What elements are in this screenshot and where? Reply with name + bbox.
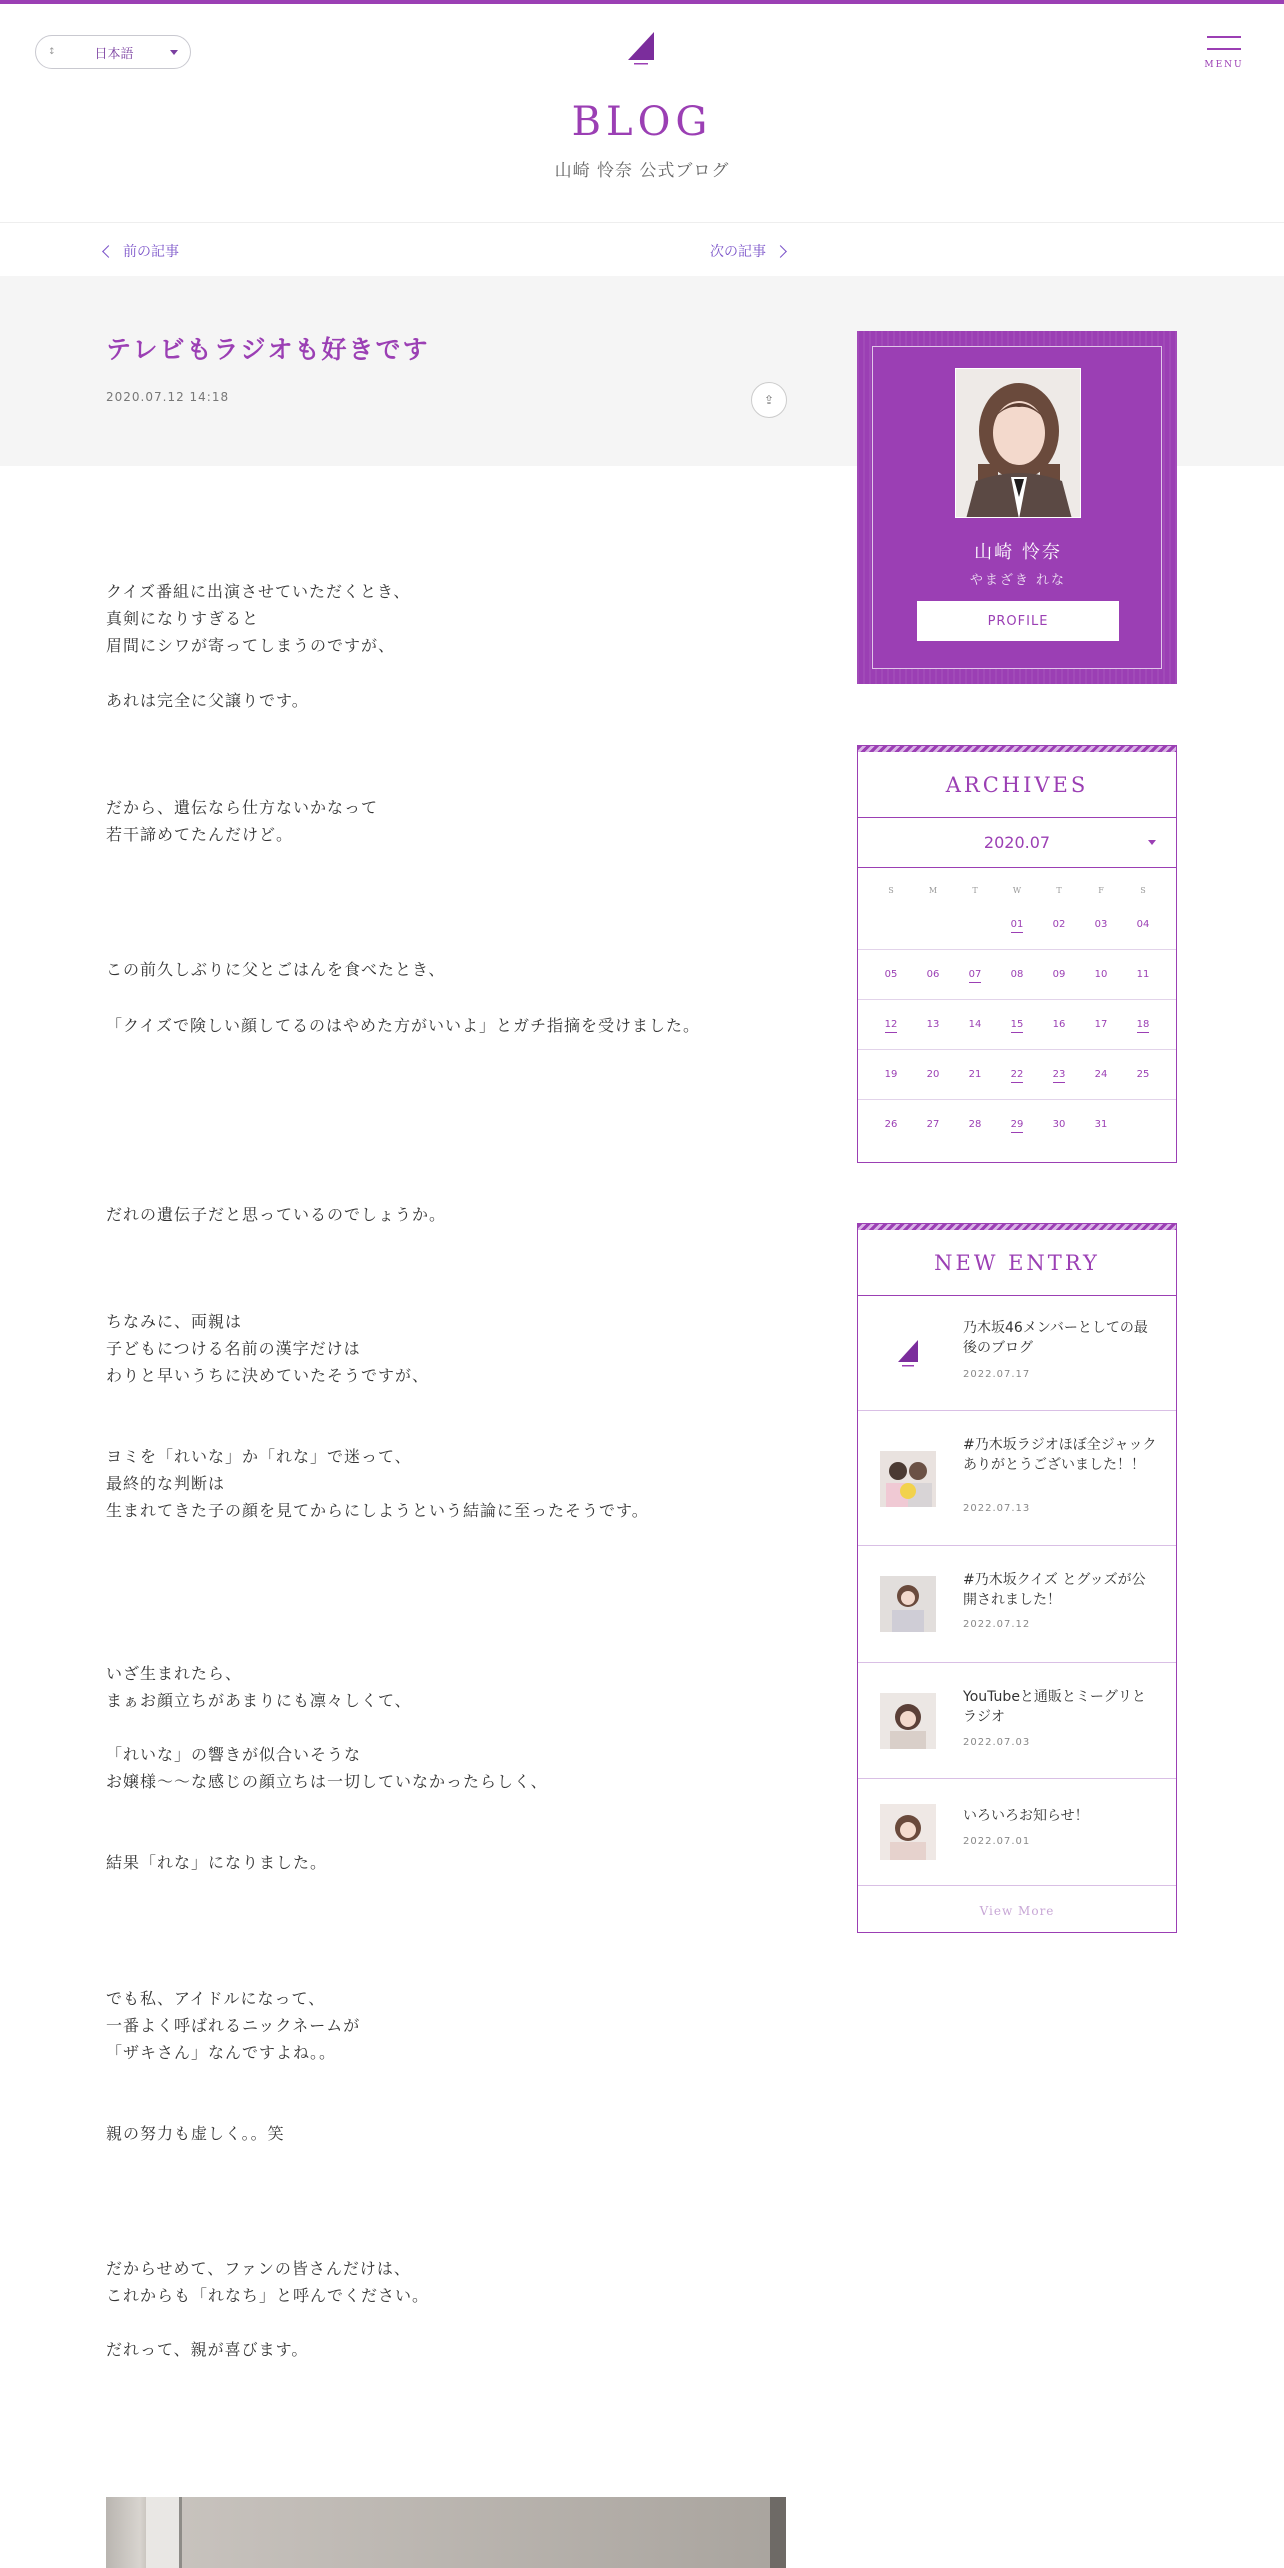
calendar-week-row xyxy=(858,1099,1176,1149)
calendar-day-link[interactable] xyxy=(1038,1069,1080,1080)
profile-kana: やまざき れな xyxy=(969,573,1067,588)
calendar-day-number: 30 xyxy=(1052,1119,1066,1130)
calendar-day-number: 17 xyxy=(1094,1019,1108,1030)
photo-thumbnail xyxy=(880,1693,936,1749)
calendar-day xyxy=(996,969,1038,980)
view-more-link[interactable]: View More xyxy=(979,1904,1055,1918)
article-photo xyxy=(106,2497,786,2568)
calendar-week-row xyxy=(858,899,1176,949)
page-subtitle: 山崎 怜奈 公式ブログ xyxy=(554,161,730,181)
calendar-day-number: 29 xyxy=(1011,1119,1024,1133)
calendar-day-number: 19 xyxy=(884,1069,898,1080)
calendar-day-number: 14 xyxy=(968,1019,982,1030)
entry-title: #乃木坂クイズ とグッズが公開されました！ xyxy=(963,1572,1146,1608)
month-select[interactable] xyxy=(858,818,1176,868)
calendar-day xyxy=(1038,919,1080,930)
chevron-right-icon xyxy=(774,245,787,258)
calendar-day xyxy=(1080,1069,1122,1080)
entry-date: 2022.07.17 xyxy=(963,1369,1031,1380)
calendar-week-row xyxy=(858,949,1176,999)
menu-line-icon xyxy=(1207,48,1241,50)
calendar-day-number: 02 xyxy=(1052,918,1066,930)
menu-line-icon xyxy=(1207,36,1241,38)
calendar-day xyxy=(1122,1069,1164,1080)
article-paragraph: 「クイズで険しい顔してるのはやめた方がいいよ」とガチ指摘を受けました。 xyxy=(106,1016,701,1035)
calendar-day-link[interactable] xyxy=(1122,1019,1164,1030)
calendar-day xyxy=(912,1069,954,1080)
calendar-day-number: 10 xyxy=(1094,969,1108,980)
article-paragraph: クイズ番組に出演させていただくとき、 真剣になりすぎると 眉間にシワが寄ってしまうのですが、 xyxy=(106,582,411,655)
profile-card xyxy=(857,331,1177,684)
entry-title: いろいろお知らせ！ xyxy=(963,1808,1089,1824)
article-paragraph: だれの遺伝子だと思っているのでしょうか。 xyxy=(106,1205,447,1224)
article-paragraph: だれって、親が喜びます。 xyxy=(106,2340,309,2359)
profile-button[interactable]: PROFILE xyxy=(917,601,1119,641)
entry-title: YouTubeと通販とミーグリとラジオ xyxy=(963,1689,1146,1725)
calendar-day-number: 04 xyxy=(1136,918,1150,930)
calendar-day-number: 05 xyxy=(884,969,898,980)
entry-title: 乃木坂46メンバーとしての最後のブログ xyxy=(963,1320,1148,1356)
archives-box xyxy=(857,745,1177,1163)
new-entry-heading: NEW ENTRY xyxy=(858,1230,1176,1296)
page-title: BLOG xyxy=(571,99,713,145)
calendar-day xyxy=(870,1069,912,1080)
calendar-day-number: 20 xyxy=(926,1069,940,1080)
calendar-day xyxy=(912,1019,954,1030)
photo-detail xyxy=(770,2497,786,2568)
calendar-day-link[interactable] xyxy=(870,1019,912,1030)
entry-item[interactable] xyxy=(858,1546,1176,1663)
menu-button[interactable] xyxy=(1200,34,1248,74)
calendar-day-number: 22 xyxy=(1011,1069,1024,1083)
weekday-label: M xyxy=(928,886,938,895)
calendar-day-number: 03 xyxy=(1094,918,1108,930)
calendar-day xyxy=(870,1119,912,1130)
entry-date: 2022.07.13 xyxy=(963,1503,1031,1514)
calendar-week-row xyxy=(858,999,1176,1049)
selected-month: 2020.07 xyxy=(983,833,1051,852)
article-paragraph: でも私、アイドルになって、 一番よく呼ばれるニックネームが 「ザキさん」なんですよね。。 xyxy=(106,1989,361,2062)
article-paragraph: ヨミを「れいな」か「れな」で迷って、 最終的な判断は 生まれてきた子の顔を見てからにしようという結論に至ったそうです。 xyxy=(106,1447,649,1520)
calendar-day-link[interactable] xyxy=(996,1119,1038,1130)
logo-icon xyxy=(622,30,658,70)
entry-thumbnail xyxy=(880,1326,936,1382)
entry-date: 2022.07.03 xyxy=(963,1737,1031,1748)
calendar-day-number: 25 xyxy=(1136,1069,1150,1080)
calendar xyxy=(858,868,1176,1149)
calendar-day-number: 11 xyxy=(1136,969,1150,980)
prev-article-label: 前の記事 xyxy=(123,244,179,260)
calendar-day xyxy=(1080,919,1122,930)
share-button[interactable] xyxy=(751,382,787,418)
calendar-day-number: 21 xyxy=(968,1069,982,1080)
entry-item[interactable] xyxy=(858,1663,1176,1779)
weekday-label: W xyxy=(1012,886,1022,895)
calendar-day-number: 26 xyxy=(884,1119,898,1130)
entry-thumbnail xyxy=(880,1451,936,1507)
calendar-day xyxy=(1122,919,1164,930)
prev-article-link[interactable] xyxy=(104,241,179,261)
calendar-day-link[interactable] xyxy=(996,1069,1038,1080)
calendar-day-number: 28 xyxy=(968,1119,982,1130)
article-paragraph: だから、遺伝なら仕方ないかなって 若干諦めてたんだけど。 xyxy=(106,798,379,844)
calendar-day xyxy=(954,1019,996,1030)
entry-item[interactable] xyxy=(858,1296,1176,1411)
entry-thumbnail xyxy=(880,1804,936,1860)
calendar-day-number: 31 xyxy=(1094,1119,1108,1130)
photo-detail xyxy=(146,2497,182,2568)
calendar-day xyxy=(954,1119,996,1130)
calendar-day-number: 08 xyxy=(1010,969,1024,980)
chevron-down-icon xyxy=(1148,840,1156,845)
site-header xyxy=(0,4,1284,222)
article-paragraph: ちなみに、両親は 子どもにつける名前の漢字だけは わりと早いうちに決めていたそうですが、 xyxy=(106,1312,430,1385)
article-paragraph: 「れいな」の響きが似合いそうな お嬢様〜〜な感じの顔立ちは一切していなかったらしく、 xyxy=(106,1745,548,1791)
calendar-day xyxy=(912,1119,954,1130)
article-paragraph: 親の努力も虚しく。。笑 xyxy=(106,2124,285,2143)
archives-heading: ARCHIVES xyxy=(858,752,1176,818)
entry-title: #乃木坂ラジオほぼ全ジャック ありがとうございました！！ xyxy=(963,1437,1157,1473)
entry-date: 2022.07.01 xyxy=(963,1836,1031,1847)
next-article-label: 次の記事 xyxy=(710,244,766,260)
calendar-day-number: 12 xyxy=(885,1019,898,1033)
calendar-day xyxy=(1122,969,1164,980)
article-paragraph: だからせめて、ファンの皆さんだけは、 これからも「れなち」と呼んでください。 xyxy=(106,2259,430,2305)
chevron-left-icon xyxy=(102,245,115,258)
calendar-day xyxy=(1038,969,1080,980)
article-date: 2020.07.12 14:18 xyxy=(106,390,230,404)
weekday-label: S xyxy=(888,886,894,895)
calendar-day-number: 16 xyxy=(1052,1019,1066,1030)
article-paragraph: 結果「れな」になりました。 xyxy=(106,1853,328,1872)
language-select[interactable] xyxy=(35,35,191,69)
calendar-day-number: 23 xyxy=(1053,1069,1066,1083)
calendar-day xyxy=(954,1069,996,1080)
calendar-day-number: 27 xyxy=(926,1119,940,1130)
menu-label: MENU xyxy=(1204,60,1244,70)
logo-icon xyxy=(880,1326,936,1382)
article-paragraph: あれは完全に父譲りです。 xyxy=(106,691,309,710)
article-title: テレビもラジオも好きです xyxy=(106,335,430,364)
entry-date: 2022.07.12 xyxy=(963,1619,1031,1630)
entry-thumbnail xyxy=(880,1576,936,1632)
sort-arrows-icon: ↕ xyxy=(48,47,56,57)
calendar-day xyxy=(870,969,912,980)
calendar-day-number: 07 xyxy=(969,969,982,983)
calendar-day-number: 13 xyxy=(926,1019,940,1030)
entry-item[interactable] xyxy=(858,1779,1176,1886)
photo-thumbnail xyxy=(880,1804,936,1860)
photo-thumbnail xyxy=(880,1576,936,1632)
calendar-weeks xyxy=(858,899,1176,1149)
entry-thumbnail xyxy=(880,1693,936,1749)
avatar[interactable] xyxy=(955,368,1081,518)
language-label: 日本語 xyxy=(94,46,134,62)
weekday-label: T xyxy=(1056,886,1062,895)
calendar-day-number: 01 xyxy=(1011,919,1024,933)
calendar-day xyxy=(1080,1119,1122,1130)
calendar-day xyxy=(1038,1019,1080,1030)
calendar-day-link[interactable] xyxy=(996,919,1038,930)
article-paragraph: この前久しぶりに父とごはんを食べたとき、 xyxy=(106,960,446,979)
calendar-weekday-row xyxy=(858,868,1176,899)
weekday-label: S xyxy=(1140,886,1146,895)
calendar-day-number: 09 xyxy=(1052,969,1066,980)
site-logo[interactable] xyxy=(622,30,658,70)
member-portrait xyxy=(956,369,1081,518)
share-icon: ⇪ xyxy=(763,393,775,407)
profile-name: 山崎 怜奈 xyxy=(974,542,1062,563)
calendar-day-link[interactable] xyxy=(996,1019,1038,1030)
calendar-day xyxy=(1038,1119,1080,1130)
article-nav xyxy=(0,222,1284,276)
calendar-day-number: 24 xyxy=(1094,1069,1108,1080)
next-article-link[interactable] xyxy=(710,241,785,261)
calendar-day xyxy=(1080,969,1122,980)
new-entry-box xyxy=(857,1223,1177,1933)
calendar-week-row xyxy=(858,1049,1176,1099)
calendar-day xyxy=(912,969,954,980)
weekday-label: F xyxy=(1098,886,1104,895)
calendar-day xyxy=(1080,1019,1122,1030)
article-paragraph: いざ生まれたら、 まぁお顔立ちがあまりにも凛々しくて、 xyxy=(106,1664,412,1710)
weekday-label: T xyxy=(972,886,978,895)
calendar-day-number: 15 xyxy=(1011,1019,1024,1033)
calendar-day-number: 06 xyxy=(926,969,940,980)
profile-card-inner xyxy=(872,346,1162,669)
calendar-day-link[interactable] xyxy=(954,969,996,980)
entry-item[interactable] xyxy=(858,1411,1176,1546)
calendar-day-number: 18 xyxy=(1137,1019,1150,1033)
photo-thumbnail xyxy=(880,1451,936,1507)
chevron-down-icon xyxy=(170,50,178,55)
